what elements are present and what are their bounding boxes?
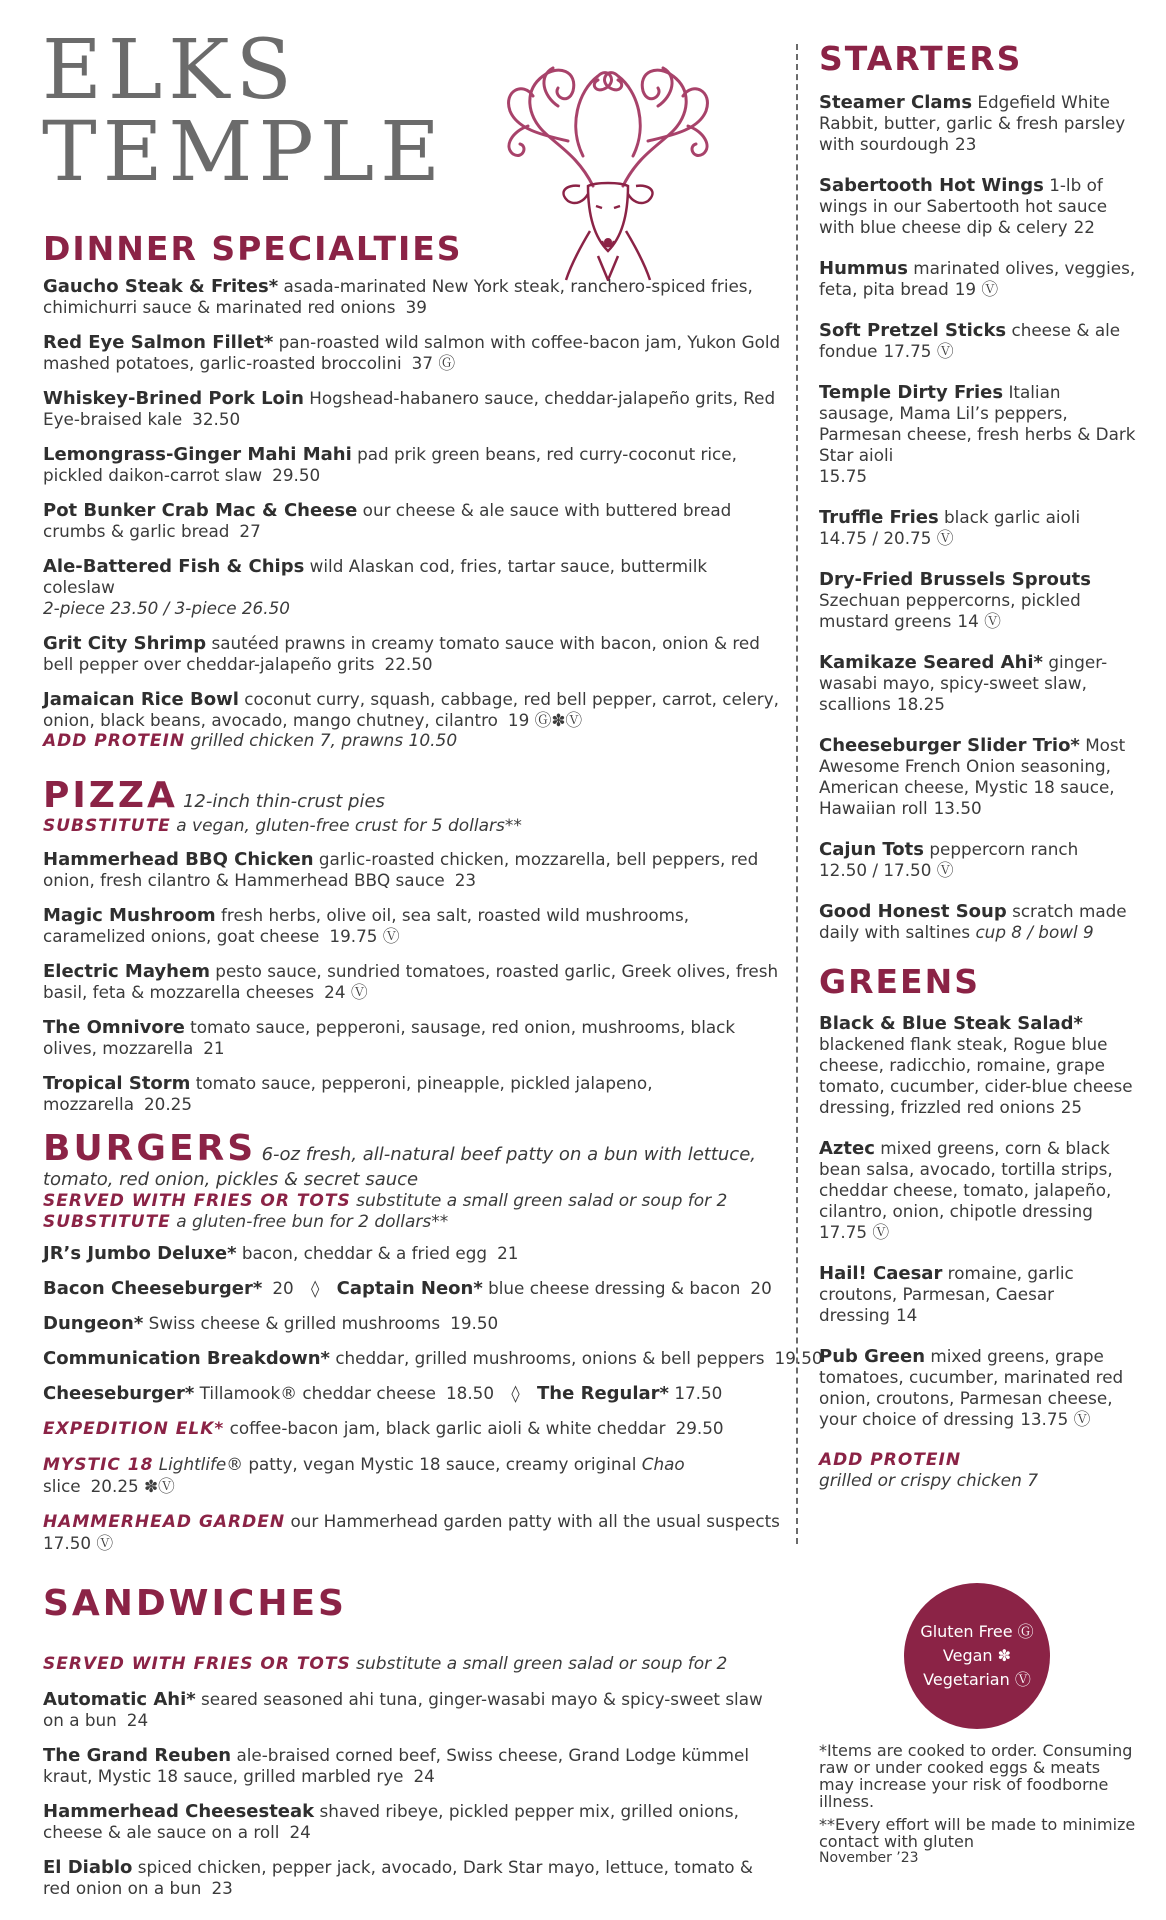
menu-item: Cheeseburger Slider Trio* Most Awesome French Onion seasoning, American cheese, Mystic 18 sauce, Hawaiian roll 13.50 <box>819 735 1126 818</box>
gluten-free-legend: Gluten Free Ⓖ <box>920 1622 1034 1641</box>
burgers-subtitle: 6-oz fresh, all-natural beef patty on a bun with lettuce, tomato, red onion, pickles & secret sauce <box>43 1144 756 1190</box>
pizza-subtitle: 12-inch thin-crust pies <box>182 791 385 812</box>
column-divider <box>796 44 798 1544</box>
burgers-substitute-note: SUBSTITUTE a gluten-free bun for 2 dollars** <box>43 1212 449 1232</box>
menu-item: Gaucho Steak & Frites* asada-marinated New York steak, ranchero-spiced fries, chimichurri sauce & marinated red onions 39 <box>43 276 753 317</box>
menu-item: Hammerhead Cheesesteak shaved ribeye, pickled pepper mix, grilled onions, cheese & ale sauce on a roll 24 <box>43 1800 739 1842</box>
vegan-legend: Vegan ✽ <box>942 1646 1012 1665</box>
burgers-title: BURGERS <box>43 1128 257 1169</box>
menu-item: Truffle Fries black garlic aioli 14.75 / 20.75 Ⓥ <box>819 507 1081 548</box>
sandwiches-served-note: SERVED WITH FRIES OR TOTS substitute a small green salad or soup for 2 <box>43 1653 728 1674</box>
greens-title: GREENS <box>819 962 980 1001</box>
menu-item: Kamikaze Seared Ahi* ginger-wasabi mayo, spicy-sweet slaw, scallions 18.25 <box>819 652 1108 714</box>
menu-item: Black & Blue Steak Salad* blackened flank steak, Rogue blue cheese, radicchio, romaine, grape tomato, cucumber, cider-blue cheese dressing, frizzled red onions 25 <box>819 1013 1133 1117</box>
menu-item: Aztec mixed greens, corn & black bean salsa, avocado, tortilla strips, cheddar cheese, tomato, jalapeño, cilantro, onion, chipotle dressing 17.75 Ⓥ <box>819 1138 1113 1242</box>
pizza-substitute-note: SUBSTITUTE a vegan, gluten-free crust for 5 dollars** <box>43 816 522 836</box>
menu-item: Cheeseburger* Tillamook® cheddar cheese 18.50 ◊ The Regular* 17.50 <box>43 1383 723 1404</box>
greens-add-protein: ADD PROTEIN grilled or crispy chicken 7 <box>819 1450 1039 1491</box>
vegetarian-legend: Vegetarian Ⓥ <box>923 1670 1031 1689</box>
menu-item: Pot Bunker Crab Mac & Cheese our cheese & ale sauce with buttered bread crumbs & garlic bread 27 <box>43 500 732 541</box>
dinner-specialties-list <box>43 276 783 752</box>
logo-line-2: TEMPLE <box>42 105 446 200</box>
menu-item: Cajun Tots peppercorn ranch 12.50 / 17.50 Ⓥ <box>819 839 1079 880</box>
restaurant-logo <box>42 23 446 200</box>
burgers-served-note: SERVED WITH FRIES OR TOTS substitute a small green salad or soup for 2 <box>43 1191 728 1211</box>
menu-item: Dungeon* Swiss cheese & grilled mushrooms 19.50 <box>43 1313 499 1334</box>
menu-item: Grit City Shrimp sautéed prawns in creamy tomato sauce with bacon, onion & red bell pepper over cheddar-jalapeño grits 22.50 <box>43 633 760 674</box>
logo-line-1: ELKS <box>42 23 298 118</box>
menu-item: The Grand Reuben ale-braised corned beef, Swiss cheese, Grand Lodge kümmel kraut, Mystic 18 sauce, grilled marbled rye 24 <box>43 1744 749 1786</box>
right-column <box>819 40 1139 1492</box>
starters-title: STARTERS <box>819 39 1023 78</box>
menu-item: Hummus marinated olives, veggies, feta, pita bread 19 Ⓥ <box>819 258 1136 299</box>
menu-item: Automatic Ahi* seared seasoned ahi tuna, ginger-wasabi mayo & spicy-sweet slaw on a bun 24 <box>43 1688 763 1730</box>
menu-item: Tropical Storm tomato sauce, pepperoni, pineapple, pickled jalapeno, mozzarella 20.25 <box>43 1073 653 1114</box>
menu-item: The Omnivore tomato sauce, pepperoni, sausage, red onion, mushrooms, black olives, mozzarella 21 <box>43 1017 736 1058</box>
menu-item: Pub Green mixed greens, grape tomatoes, cucumber, marinated red onion, croutons, Parmesan cheese, your choice of dressing 13.75 Ⓥ <box>819 1346 1124 1429</box>
dietary-legend-badge <box>904 1583 1050 1729</box>
menu-item: Good Honest Soup scratch made daily with saltines cup 8 / bowl 9 <box>819 901 1127 942</box>
menu-item: Ale-Battered Fish & Chips wild Alaskan cod, fries, tartar sauce, buttermilk coleslaw 2-piece 23.50 / 3-piece 26.50 <box>43 556 708 618</box>
dinner-specialties-title: DINNER SPECIALTIES <box>43 229 463 268</box>
menu-item: El Diablo spiced chicken, pepper jack, avocado, Dark Star mayo, lettuce, tomato & red onion on a bun 23 <box>43 1856 753 1898</box>
menu-item: Hammerhead BBQ Chicken garlic-roasted chicken, mozzarella, bell peppers, red onion, fresh cilantro & Hammerhead BBQ sauce 23 <box>43 849 759 890</box>
menu-item: MYSTIC 18 Lightlife® patty, vegan Mystic 18 sauce, creamy original Chao slice 20.25 ✽Ⓥ <box>43 1454 685 1496</box>
menu-item: Magic Mushroom fresh herbs, olive oil, sea salt, roasted wild mushrooms, caramelized onions, goat cheese 19.75 Ⓥ <box>43 905 690 946</box>
pizza-title: PIZZA <box>43 775 178 816</box>
menu-item: JR’s Jumbo Deluxe* bacon, cheddar & a fried egg 21 <box>43 1243 519 1264</box>
menu-item: Sabertooth Hot Wings 1-lb of wings in our Sabertooth hot sauce with blue cheese dip & celery 22 <box>819 175 1108 237</box>
menu-item: Whiskey-Brined Pork Loin Hogshead-habanero sauce, cheddar-jalapeño grits, Red Eye-braised kale 32.50 <box>43 388 776 429</box>
menu-item: Soft Pretzel Sticks cheese & ale fondue 17.75 Ⓥ <box>819 320 1121 361</box>
burgers-section <box>43 1128 823 1554</box>
menu-item: Communication Breakdown* cheddar, grilled mushrooms, onions & bell peppers 19.50 <box>43 1348 823 1369</box>
left-column <box>43 229 823 1913</box>
pizza-section <box>43 776 783 1115</box>
menu-item: Bacon Cheeseburger* 20 ◊ Captain Neon* blue cheese dressing & bacon 20 <box>43 1278 772 1299</box>
menu-item: Dry-Fried Brussels Sprouts Szechuan peppercorns, pickled mustard greens 14 Ⓥ <box>819 569 1091 631</box>
menu-item: Electric Mayhem pesto sauce, sundried tomatoes, roasted garlic, Greek olives, fresh basil, feta & mozzarella cheeses 24 Ⓥ <box>43 961 779 1002</box>
sandwiches-section <box>43 1584 783 1899</box>
menu-item: Red Eye Salmon Fillet* pan-roasted wild salmon with coffee-bacon jam, Yukon Gold mashed potatoes, garlic-roasted broccolini 37 Ⓖ <box>43 332 781 373</box>
gluten-note: **Every effort will be made to minimize contact with gluten <box>819 1815 1136 1851</box>
menu-item: EXPEDITION ELK* coffee-bacon jam, black garlic aioli & white cheddar 29.50 <box>43 1418 724 1439</box>
menu-item: Hail! Caesar romaine, garlic croutons, Parmesan, Caesar dressing 14 <box>819 1263 1074 1325</box>
footnotes <box>819 1742 1139 1873</box>
menu-item: HAMMERHEAD GARDEN our Hammerhead garden patty with all the usual suspects 17.50 Ⓥ <box>43 1511 780 1553</box>
menu-item: Temple Dirty Fries Italian sausage, Mama Lil’s peppers, Parmesan cheese, fresh herbs & Dark Star aioli 15.75 <box>819 382 1136 486</box>
menu-date: November ’23 <box>819 1850 919 1866</box>
raw-food-warning: *Items are cooked to order. Consuming raw or under cooked eggs & meats may increase your risk of foodborne illness. <box>819 1741 1133 1811</box>
menu-item: Jamaican Rice Bowl coconut curry, squash, cabbage, red bell pepper, carrot, celery, onion, black beans, avocado, mango chutney, cilantro 19 Ⓖ✽Ⓥ <box>43 689 779 730</box>
sandwiches-title: SANDWICHES <box>43 1582 347 1624</box>
add-protein-note: ADD PROTEIN grilled chicken 7, prawns 10.50 <box>43 731 458 751</box>
menu-item: Lemongrass-Ginger Mahi Mahi pad prik green beans, red curry-coconut rice, pickled daikon-carrot slaw 29.50 <box>43 444 737 485</box>
menu-item: Steamer Clams Edgefield White Rabbit, butter, garlic & fresh parsley with sourdough 23 <box>819 92 1126 154</box>
